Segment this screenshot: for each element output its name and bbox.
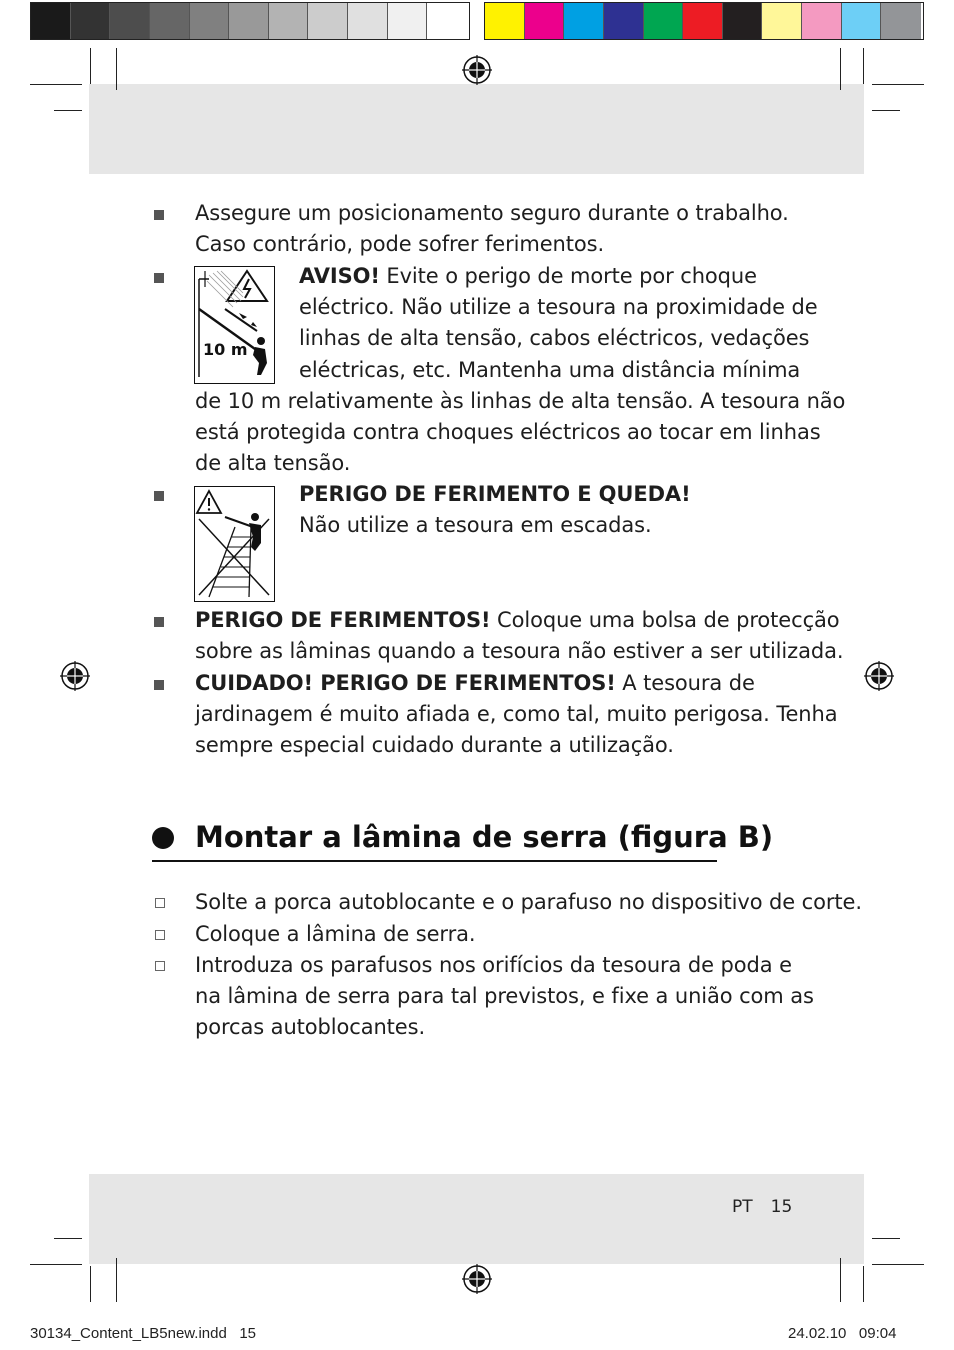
text-line: eléctricas, etc. Mantenha uma distância mínima xyxy=(299,357,801,382)
page-footer xyxy=(732,1197,810,1217)
page-number: 15 xyxy=(770,1197,793,1217)
step-text xyxy=(195,887,862,918)
text-line: Caso contrário, pode sofrer ferimentos. xyxy=(195,232,605,257)
section-heading: Montar a lâmina de serra (figura B) xyxy=(195,820,774,854)
text-line xyxy=(195,605,843,636)
heading-underline xyxy=(152,860,717,862)
bullet-square-icon xyxy=(154,617,164,627)
text-line xyxy=(299,479,691,510)
text-line: linhas de alta tensão, cabos eléctricos, vedações xyxy=(299,326,810,351)
bullet-text xyxy=(195,605,843,667)
heading-bullet-icon xyxy=(152,827,174,849)
text-run: Evite o perigo de morte por choque xyxy=(379,264,757,288)
bullet-text xyxy=(195,198,789,260)
bullet-square-icon xyxy=(154,273,164,283)
bullet-text xyxy=(195,668,838,762)
bullet-square-icon xyxy=(154,491,164,501)
language-code: PT xyxy=(732,1197,753,1217)
distance-label: 10 m xyxy=(203,340,248,359)
electric-shock-warning-icon xyxy=(194,266,275,384)
bullet-text xyxy=(299,479,691,541)
text-line: sempre especial cuidado durante a utilização. xyxy=(195,733,674,758)
step-text xyxy=(195,950,814,1044)
text-run: A tesoura de xyxy=(615,671,755,695)
slug-filename: 30134_Content_LB5new.indd 15 xyxy=(30,1325,257,1342)
text-line xyxy=(299,261,818,292)
slug-timestamp: 24.02.10 09:04 xyxy=(788,1325,897,1342)
text-line: Coloque a lâmina de serra. xyxy=(195,922,476,946)
warning-label: AVISO! xyxy=(299,264,380,288)
warning-label: PERIGO DE FERIMENTOS! xyxy=(195,608,491,632)
bullet-square-icon xyxy=(154,680,164,690)
text-line: de alta tensão. xyxy=(195,451,351,476)
text-line: Introduza os parafusos nos orifícios da tesoura de poda e xyxy=(195,953,792,977)
step-checkbox-icon xyxy=(155,930,165,940)
no-ladder-warning-icon xyxy=(194,486,275,602)
bullet-square-icon xyxy=(154,210,164,220)
warning-label: CUIDADO! PERIGO DE FERIMENTOS! xyxy=(195,671,616,695)
text-line: jardinagem é muito afiada e, como tal, muito perigosa. Tenha xyxy=(195,702,838,727)
text-line: sobre as lâminas quando a tesoura não estiver a ser utilizada. xyxy=(195,639,844,664)
step-checkbox-icon xyxy=(155,961,165,971)
bullet-text xyxy=(299,261,818,386)
text-line: está protegida contra choques eléctricos ao tocar em linhas xyxy=(195,420,821,445)
text-run: Coloque uma bolsa de protecção xyxy=(490,608,840,632)
step-text xyxy=(195,919,475,950)
text-line: Solte a porca autoblocante e o parafuso no dispositivo de corte. xyxy=(195,890,862,914)
text-line: na lâmina de serra para tal previstos, e fixe a união com as xyxy=(195,984,814,1009)
warning-label: PERIGO DE FERIMENTO E QUEDA! xyxy=(299,482,691,506)
text-line: Não utilize a tesoura em escadas. xyxy=(299,513,652,538)
bullet-text-continued xyxy=(195,386,845,480)
text-line xyxy=(195,668,838,699)
text-line: Assegure um posicionamento seguro durante o trabalho. xyxy=(195,201,789,225)
text-line: porcas autoblocantes. xyxy=(195,1015,426,1040)
text-line: de 10 m relativamente às linhas de alta tensão. A tesoura não xyxy=(195,389,846,413)
step-checkbox-icon xyxy=(155,898,165,908)
text-line: eléctrico. Não utilize a tesoura na proximidade de xyxy=(299,295,818,320)
